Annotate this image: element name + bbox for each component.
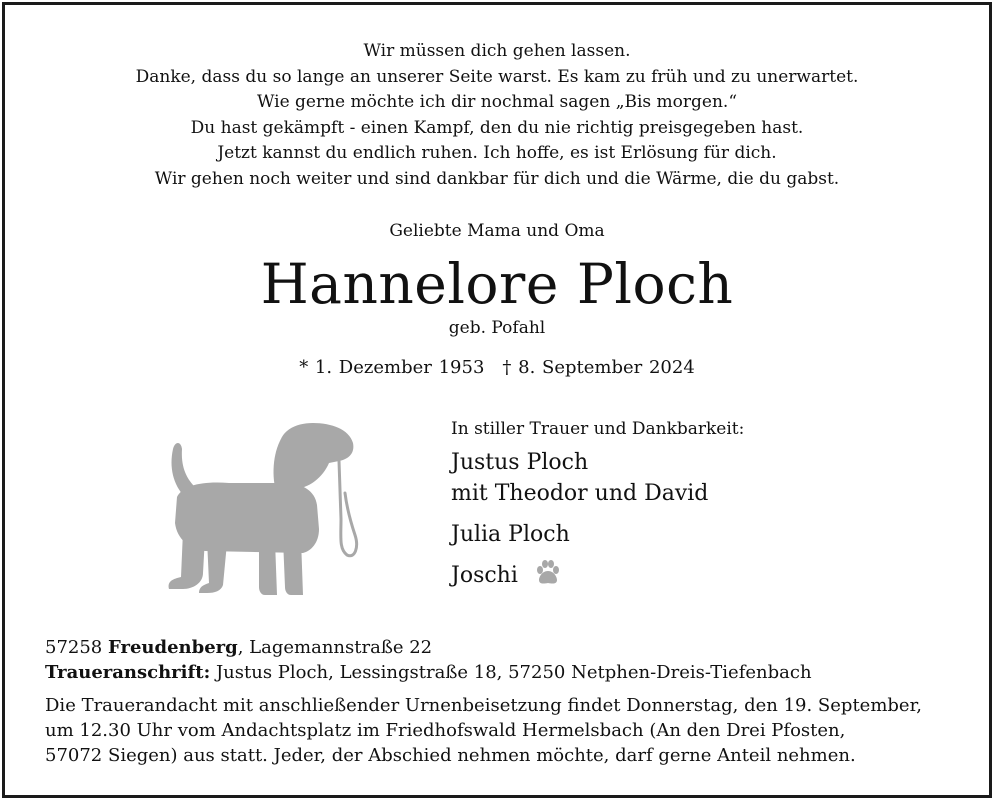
deceased-name: Hannelore Ploch: [260, 252, 734, 316]
mourner-family: mit Theodor und David: [451, 481, 709, 506]
mourner-name: Julia Ploch: [451, 522, 570, 547]
dog-silhouette-icon: [163, 419, 363, 597]
death-date: † 8. September 2024: [502, 357, 695, 378]
birth-date: * 1. Dezember 1953: [299, 357, 485, 378]
service-info: [45, 693, 975, 768]
service-line: 57072 Siegen) aus statt. Jeder, der Abschied nehmen möchte, darf gerne Anteil nehmen.: [45, 745, 856, 766]
contact-label: Traueranschrift:: [45, 662, 211, 683]
contact-value: Justus Ploch, Lessingstraße 18, 57250 Netphen-Dreis-Tiefenbach: [210, 662, 812, 683]
residence-line: [45, 635, 812, 660]
maiden-name: geb. Pofahl: [448, 318, 546, 338]
poem-line: Du hast gekämpft - einen Kampf, den du nie richtig preisgegeben hast.: [190, 117, 804, 138]
mourners-intro: In stiller Trauer und Dankbarkeit:: [451, 419, 745, 439]
mourners: [451, 419, 744, 591]
pet-name: Joschi: [451, 563, 518, 588]
obituary-card: [2, 2, 992, 798]
city: Freudenberg: [108, 637, 238, 658]
life-dates: [5, 357, 989, 378]
mourner-name: Justus Ploch: [451, 450, 589, 475]
poem-line: Jetzt kannst du endlich ruhen. Ich hoffe, es ist Erlösung für dich.: [217, 143, 777, 164]
postcode: 57258: [45, 637, 103, 658]
poem-line: Danke, dass du so lange an unserer Seite warst. Es kam zu früh und zu unerwartet.: [135, 66, 859, 87]
poem-line: Wie gerne möchte ich dir nochmal sagen „Bis morgen.“: [256, 92, 738, 113]
poem: [5, 39, 989, 193]
contact-line: [45, 660, 812, 685]
street: , Lagemannstraße 22: [237, 637, 433, 658]
service-line: Die Trauerandacht mit anschließender Urnenbeisetzung findet Donnerstag, den 19. September,: [45, 695, 922, 716]
poem-line: Wir gehen noch weiter und sind dankbar für dich und die Wärme, die du gabst.: [154, 168, 840, 189]
poem-line: Wir müssen dich gehen lassen.: [363, 41, 631, 61]
service-line: um 12.30 Uhr vom Andachtsplatz im Friedhofswald Hermelsbach (An den Drei Pfosten,: [45, 720, 846, 741]
mourner-pet: [451, 560, 744, 591]
address-block: [45, 635, 812, 685]
paw-print-icon: [533, 559, 561, 587]
deceased-subtitle: Geliebte Mama und Oma: [389, 221, 605, 241]
